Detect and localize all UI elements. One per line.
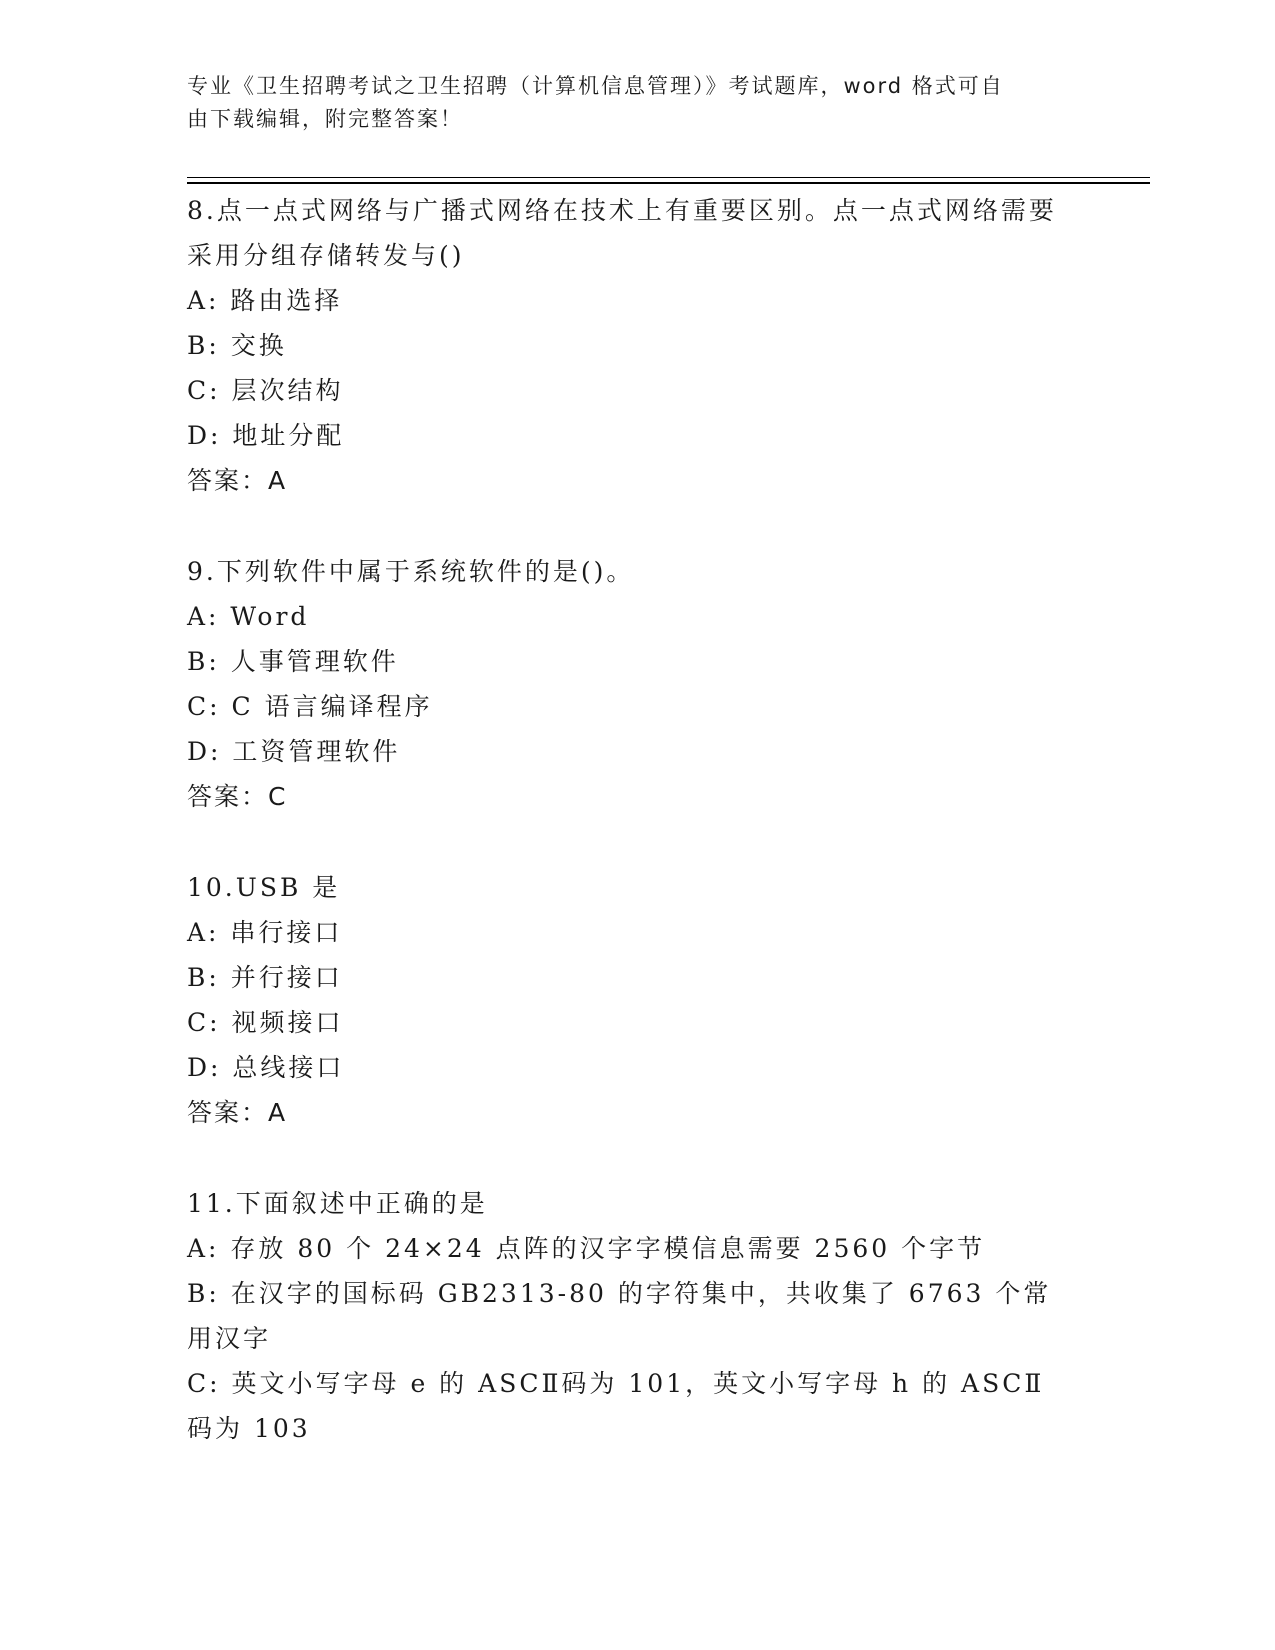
option-b: B: 并行接口	[187, 963, 343, 992]
question-stem: 8.点一点式网络与广播式网络在技术上有重要区别。点一点式网络需要采用分组存储转发与()	[187, 196, 1057, 270]
question-9	[187, 549, 1067, 819]
option-a: A: 路由选择	[187, 286, 343, 315]
option-a: A: 串行接口	[187, 918, 343, 947]
option-d: D: 工资管理软件	[187, 737, 401, 766]
option-c: C: 层次结构	[187, 376, 344, 405]
header-line-1: 专业《卫生招聘考试之卫生招聘（计算机信息管理）》考试题库，word 格式可自	[187, 74, 1004, 98]
option-b: B: 人事管理软件	[187, 647, 399, 676]
question-list	[187, 188, 1067, 1497]
option-a: A: 存放 80 个 24×24 点阵的汉字字模信息需要 2560 个字节	[187, 1234, 986, 1263]
header-divider-thick	[187, 182, 1150, 184]
header-line-2: 由下载编辑，附完整答案！	[187, 107, 463, 131]
option-c: C: 视频接口	[187, 1008, 344, 1037]
document-header	[187, 70, 1067, 136]
question-stem: 9.下列软件中属于系统软件的是()。	[187, 557, 635, 586]
question-stem: 10.USB 是	[187, 873, 341, 902]
option-b: B: 在汉字的国标码 GB2313-80 的字符集中，共收集了 6763 个常用汉字	[187, 1279, 1052, 1353]
question-8	[187, 188, 1067, 503]
question-stem: 11.下面叙述中正确的是	[187, 1189, 488, 1218]
question-10	[187, 865, 1067, 1135]
option-a: A: Word	[187, 602, 310, 631]
answer-label: 答案：A	[187, 1098, 288, 1127]
option-c: C: 英文小写字母 e 的 ASCⅡ码为 101，英文小写字母 h 的 ASCⅡ码为 103	[187, 1369, 1045, 1443]
option-b: B: 交换	[187, 331, 287, 360]
question-11	[187, 1181, 1067, 1451]
option-c: C: C 语言编译程序	[187, 692, 433, 721]
answer-label: 答案：A	[187, 466, 288, 495]
option-d: D: 总线接口	[187, 1053, 345, 1082]
answer-label: 答案：C	[187, 782, 288, 811]
option-d: D: 地址分配	[187, 421, 345, 450]
header-divider-thin	[187, 177, 1150, 178]
